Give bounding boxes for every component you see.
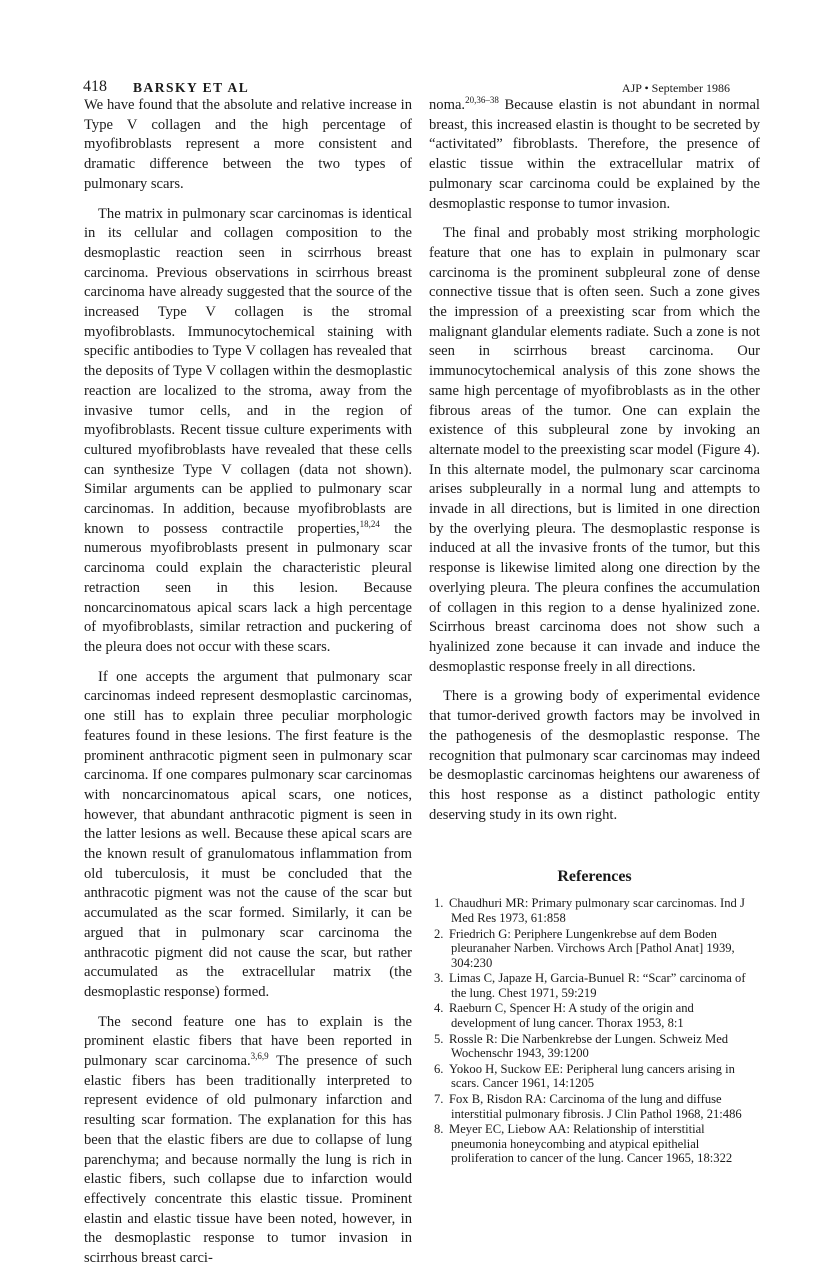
right-column [429, 96, 760, 1167]
paragraph [84, 1013, 412, 1269]
reference-text: Fox B, Risdon RA: Carcinoma of the lung and diffuse interstitial pulmonary fibrosis. J Clin Pathol 1968, 21:486 [449, 1092, 742, 1121]
reference-number: 5. [434, 1031, 444, 1046]
paragraph-text: The presence of such elastic fibers has been traditionally interpreted to represent evidence of old pulmonary infarction and resulting scar formation. The explanation for this has been that the elastic fibers are due to collapse of lung parenchyma; and because normally the lung is rich in elastic fibers, such collapse due to infarction would effectively concentrate this elastic tissue. Prominent elastin and elastic tissue have been noted, however, in the desmoplastic response to tumor invasion in scirrhous breast carci- [84, 1053, 413, 1267]
paragraph: The final and probably most striking morphologic feature that one has to explain in pulmonary scar carcinoma is the prominent subpleural zone of dense connective tissue that is often seen. Such a zone gives the impression of a preexisting scar from which the malignant glandular elements radiate. Such a zone is not seen in scirrhous breast carcinoma. Our immunocytochemical analysis of this zone shows the same high percentage of myofibroblasts as in the other fibrous areas of the tumor. One can explain the existence of this subpleural zone by invoking an alternate model to the preexisting scar model (Figure 4). In this alternate model, the pulmonary scar carcinoma arises subpleurally in a normal lung and attempts to invade in all directions, but is limited in one direction by the overlying pleura. The desmoplastic response is induced at all the invasive fronts of the tumor, but this response is likewise limited along one direction by the overlying pleura. The pleura confines the accumulation of collagen in this region to a dense hyalinized zone. Scirrhous breast carcinoma does not show such a hyalinized zone because it can invade and induce the desmoplastic response freely in all directions. [429, 225, 760, 675]
reference-text: Rossle R: Die Narbenkrebse der Lungen. Schweiz Med Wochenschr 1943, 39:1200 [449, 1031, 729, 1061]
references-heading: References [557, 868, 632, 886]
reference-item [429, 927, 760, 971]
reference-item [429, 1092, 760, 1121]
reference-number: 3. [434, 971, 444, 986]
paragraph: We have found that the absolute and relative increase in Type V collagen and the high percentage of myofibroblasts represent a more consistent and dramatic difference between the two types of pulmonary scars. [84, 97, 412, 192]
paragraph-text: noma. [429, 97, 466, 113]
paragraph [429, 96, 760, 214]
reference-text: Limas C, Japaze H, Garcia-Bunuel R: “Scar” carcinoma of the lung. Chest 1971, 59:219 [449, 971, 746, 1000]
paragraph-text: the numerous myofibroblasts present in pulmonary scar carcinoma could explain the characteristic pleural retraction seen in this lesion. Because noncarcinomatous apical scars lack a high percentage of myofibroblasts, similar retraction and puckering of the pleura does not occur with these scars. [84, 520, 412, 655]
paragraph: There is a growing body of experimental evidence that tumor-derived growth factors may be involved in the pathogenesis of the desmoplastic response. The recognition that pulmonary scar carcinomas may indeed be desmoplastic carcinomas heightens our awareness of this host response as a distinct pathologic entity deserving study in its own right. [429, 688, 760, 823]
reference-number: 4. [434, 1001, 444, 1016]
reference-text: Friedrich G: Periphere Lungenkrebse auf dem Boden pleuranaher Narben. Virchows Arch [Pathol Anat] 1939, 304:230 [449, 926, 735, 970]
paragraph: If one accepts the argument that pulmonary scar carcinomas indeed represent desmoplastic carcinomas, one still has to explain three peculiar morphologic features found in these lesions. The first feature is the prominent anthracotic pigment seen in pulmonary scar carcinoma. If one compares pulmonary scar carcinomas with noncarcinomatous apical scars, one notices, however, that abundant anthracotic pigment is seen in the latter lesions as well. Because these apical scars are the known result of granulomatous inflammation from old tuberculosis, it must be concluded that the anthracotic pigment was not the cause of the scar but accumulated as the scar formed. Similarly, it can be argued that in pulmonary scar carcinoma the anthracotic pigment did not cause the scar, but rather accumulated as the extracellular matrix (the desmoplastic response) formed. [84, 668, 412, 1000]
citation: 3,6,9 [250, 1051, 269, 1062]
reference-item [429, 1122, 760, 1166]
reference-item [429, 971, 760, 1000]
reference-item [429, 896, 760, 925]
paragraph-text: The matrix in pulmonary scar carcinomas is identical in its cellular and collagen composition to the desmoplastic reaction seen in scirrhous breast carcinoma. Previous observations in scirrhous breast carcinoma have already suggested that the source of the increased Type V collagen is the stromal myofibroblasts. Immunocytochemical staining with specific antibodies to Type V collagen has revealed that the deposits of Type V collagen within the desmoplastic reaction are localized to the stroma, away from the invasive tumor cells, and in the region of myofibroblasts. Recent tissue culture experiments with cultured myofibroblasts have revealed that these cells can synthesize Type V collagen (data not shown). Similar arguments can be applied to pulmonary scar carcinomas. In addition, because myofibroblasts are known to possess contractile properties, [84, 205, 412, 537]
reference-item [429, 1062, 760, 1091]
reference-text: Yokoo H, Suckow EE: Peripheral lung cancers arising in scars. Cancer 1961, 14:1205 [449, 1061, 735, 1091]
reference-number: 6. [434, 1061, 444, 1076]
paragraph-text: The second feature one has to explain is the prominent elastic fibers that have been reported in pulmonary scar carcinoma. [84, 1013, 412, 1070]
reference-item [429, 1032, 760, 1061]
paragraph [84, 205, 412, 658]
running-authors: BARSKY ET AL [133, 80, 250, 95]
reference-number: 7. [434, 1092, 444, 1107]
left-column [84, 96, 412, 1279]
references-list [429, 896, 760, 1166]
reference-number: 1. [434, 896, 444, 911]
reference-text: Chaudhuri MR: Primary pulmonary scar carcinomas. Ind J Med Res 1973, 61:858 [449, 896, 745, 925]
reference-number: 2. [434, 926, 444, 941]
paragraph-text: Because elastin is not abundant in normal breast, this increased elastin is thought to be secreted by “activitated” fibroblasts. Therefore, the presence of elastic tissue within the extracellular matrix of pulmonary scar carcinoma could be explained by the desmoplastic response to tumor invasion. [429, 97, 760, 212]
reference-number: 8. [434, 1122, 444, 1137]
reference-text: Meyer EC, Liebow AA: Relationship of interstitial pneumonia honeycombing and atypical epithelial proliferation to cancer of the lung. Cancer 1965, 18:322 [449, 1122, 733, 1166]
journal-issue: AJP • September 1986 [621, 81, 730, 95]
reference-text: Raeburn C, Spencer H: A study of the origin and development of lung cancer. Thorax 1953, 8:1 [449, 1001, 694, 1031]
citation: 18,24 [359, 518, 380, 529]
page-number: 418 [83, 78, 107, 95]
citation: 20,36–38 [465, 95, 499, 106]
reference-item [429, 1001, 760, 1030]
